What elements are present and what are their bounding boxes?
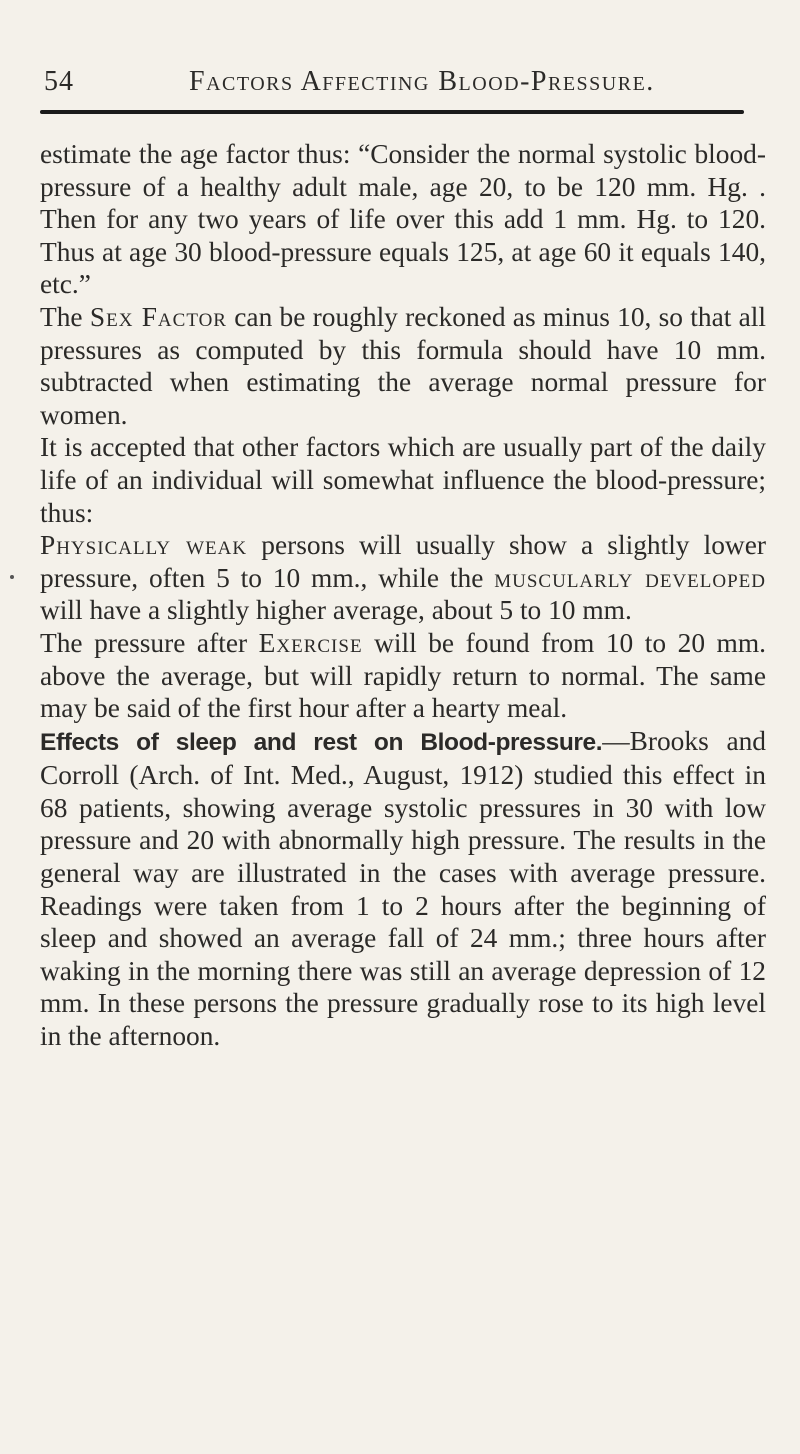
section-term: Sex Factor [89, 301, 227, 332]
paragraph-sleep-effects [40, 725, 766, 1053]
section-heading: Effects of sleep and rest on Blood-pressure. [40, 728, 603, 756]
header-rule [40, 110, 744, 114]
paragraph-text: will have a slightly higher average, about 5 to 10 mm. [40, 595, 632, 626]
paragraph-other-factors [40, 431, 766, 529]
running-title: Factors Affecting Blood-Pressure. [189, 66, 655, 97]
paragraph-text: The pressure after [40, 627, 259, 658]
paragraph-physique [40, 529, 766, 627]
paragraph-text: will be found from 10 to 20 mm. above the average, but will rapidly return to normal. The same may be said of the first hour after a hearty meal. [40, 627, 767, 724]
paragraph-age-factor [40, 138, 766, 301]
paragraph-text: can be roughly reckoned as minus 10, so that all pressures as computed by this formula should have 10 mm. subtracted when estimating the average normal pressure for women. [40, 301, 766, 430]
paragraph-text: estimate the age factor thus: “Consider the normal systolic blood-pressure of a healthy adult male, age 20, to be 120 mm. Hg. . Then for any two years of life over this add 1 mm. Hg. to 120. Thus at age 30 blood-pressure equals 125, at age 60 it equals 140, etc.” [40, 139, 766, 300]
margin-mark [10, 575, 14, 579]
page-number: 54 [44, 66, 74, 97]
section-term: Exercise [258, 627, 363, 658]
paragraph-text: It is accepted that other factors which are usually part of the daily life of an individual will somewhat influence the blood-pressure; thus: [40, 432, 766, 528]
section-term: muscularly developed [494, 562, 766, 593]
paragraph-text: The [40, 301, 90, 332]
paragraph-text: —Brooks and Corroll (Arch. of Int. Med., August, 1912) studied this effect in 68 patients, showing average systolic pressures in 30 with low pressure and 20 with abnormally high pressure. The results in the general way are illustrated in the cases with average pressure. Readings were taken from 1 to 2 hours after the beginning of sleep and showed an average fall of 24 mm.; three hours after waking in the morning there was still an average depression of 12 mm. In these persons the pressure gradually rose to its high level in the afternoon. [40, 725, 766, 1052]
body-text [40, 138, 766, 1053]
paragraph-text: persons will usually show a slightly lower pressure, often 5 to 10 mm., while the [40, 530, 766, 593]
paragraph-sex-factor [40, 301, 766, 431]
running-head [44, 58, 756, 98]
paragraph-exercise [40, 627, 766, 725]
section-term: Physically weak [40, 530, 248, 561]
